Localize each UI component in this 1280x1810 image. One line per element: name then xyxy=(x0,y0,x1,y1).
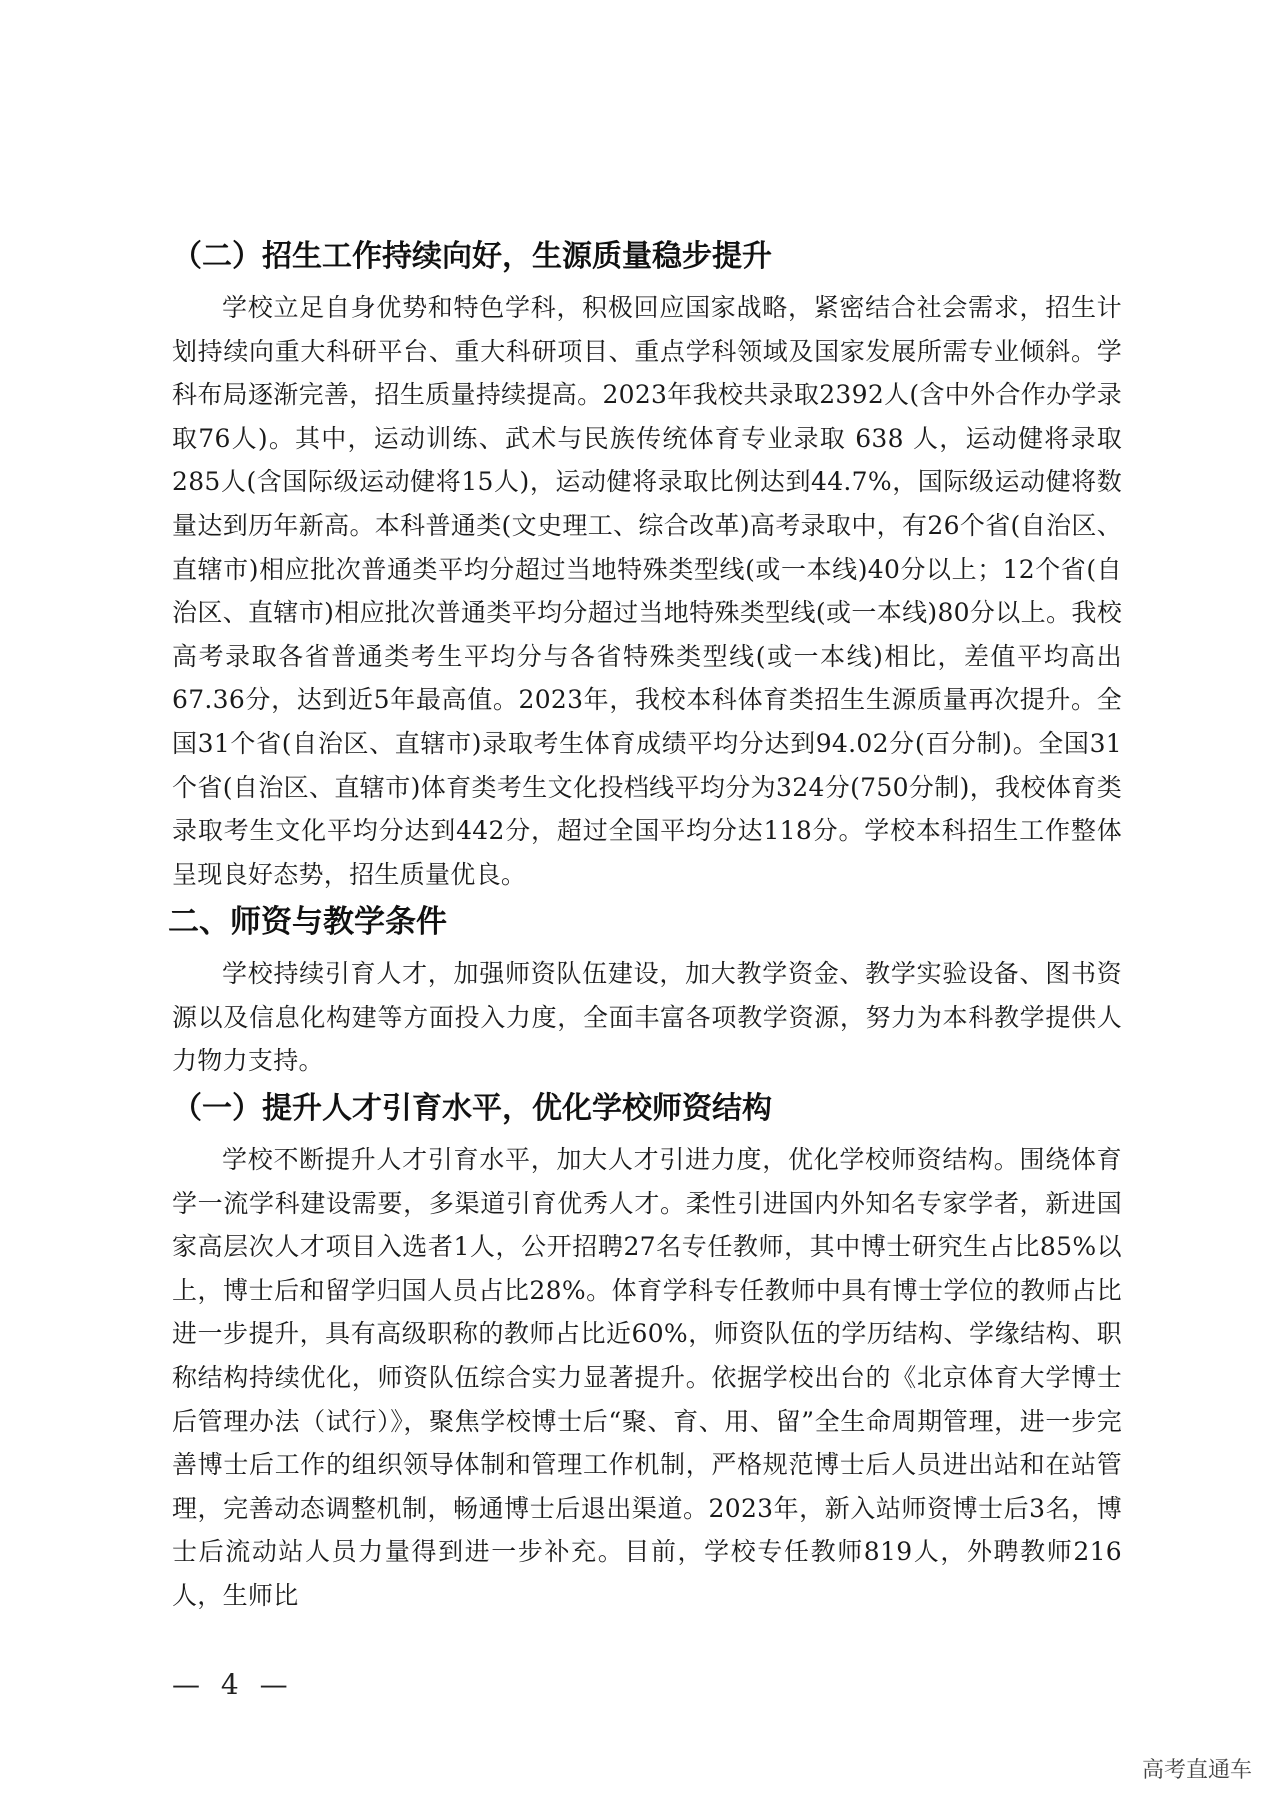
section-subheading-talent: （一）提升人才引育水平，优化学校师资结构 xyxy=(172,1091,772,1126)
section-heading-faculty-conditions: 二、师资与教学条件 xyxy=(168,904,447,940)
paragraph-talent: 学校不断提升人才引育水平，加大人才引进力度，优化学校师资结构。围绕体育学一流学科建设需要，多渠道引育优秀人才。柔性引进国内外知名专家学者，新进国家高层次人才项目入选者1人，公开招聘27名专任教师，其中博士研究生占比85%以上，博士后和留学归国人员占比28%。体育学科专任教师中具有博士学位的教师占比进一步提升，具有高级职称的教师占比近60%，师资队伍的学历结构、学缘结构、职称结构持续优化，师资队伍综合实力显著提升。依据学校出台的《北京体育大学博士后管理办法（试行）》，聚焦学校博士后“聚、育、用、留”全生命周期管理，进一步完善博士后工作的组织领导体制和管理工作机制，严格规范博士后人员进出站和在站管理，完善动态调整机制，畅通博士后退出渠道。2023年，新入站师资博士后3名，博士后流动站人员力量得到进一步补充。目前，学校专任教师819人，外聘教师216人，生师比 xyxy=(172,1145,1122,1610)
paragraph-faculty-intro: 学校持续引育人才，加强师资队伍建设，加大教学资金、教学实验设备、图书资源以及信息化构建等方面投入力度，全面丰富各项教学资源，努力为本科教学提供人力物力支持。 xyxy=(172,959,1122,1076)
page-number: — 4 — xyxy=(172,1668,294,1701)
paragraph-admissions: 学校立足自身优势和特色学科，积极回应国家战略，紧密结合社会需求，招生计划持续向重大科研平台、重大科研项目、重点学科领域及国家发展所需专业倾斜。学科布局逐渐完善，招生质量持续提高。2023年我校共录取2392人(含中外合作办学录取76人)。其中，运动训练、武术与民族传统体育专业录取 638 人，运动健将录取285人(含国际级运动健将15人)，运动健将录取比例达到44.7%，国际级运动健将数量达到历年新高。本科普通类(文史理工、综合改革)高考录取中，有26个省(自治区、直辖市)相应批次普通类平均分超过当地特殊类型线(或一本线)40分以上；12个省(自治区、直辖市)相应批次普通类平均分超过当地特殊类型线(或一本线)80分以上。我校高考录取各省普通类考生平均分与各省特殊类型线(或一本线)相比，差值平均高出67.36分，达到近5年最高值。2023年，我校本科体育类招生生源质量再次提升。全国31个省(自治区、直辖市)录取考生体育成绩平均分达到94.02分(百分制)。全国31个省(自治区、直辖市)体育类考生文化投档线平均分为324分(750分制)，我校体育类录取考生文化平均分达到442分，超过全国平均分达118分。学校本科招生工作整体呈现良好态势，招生质量优良。 xyxy=(172,293,1122,889)
watermark-text: 高考直通车 xyxy=(1141,1758,1252,1783)
section-subheading-admissions: （二）招生工作持续向好，生源质量稳步提升 xyxy=(172,239,772,274)
